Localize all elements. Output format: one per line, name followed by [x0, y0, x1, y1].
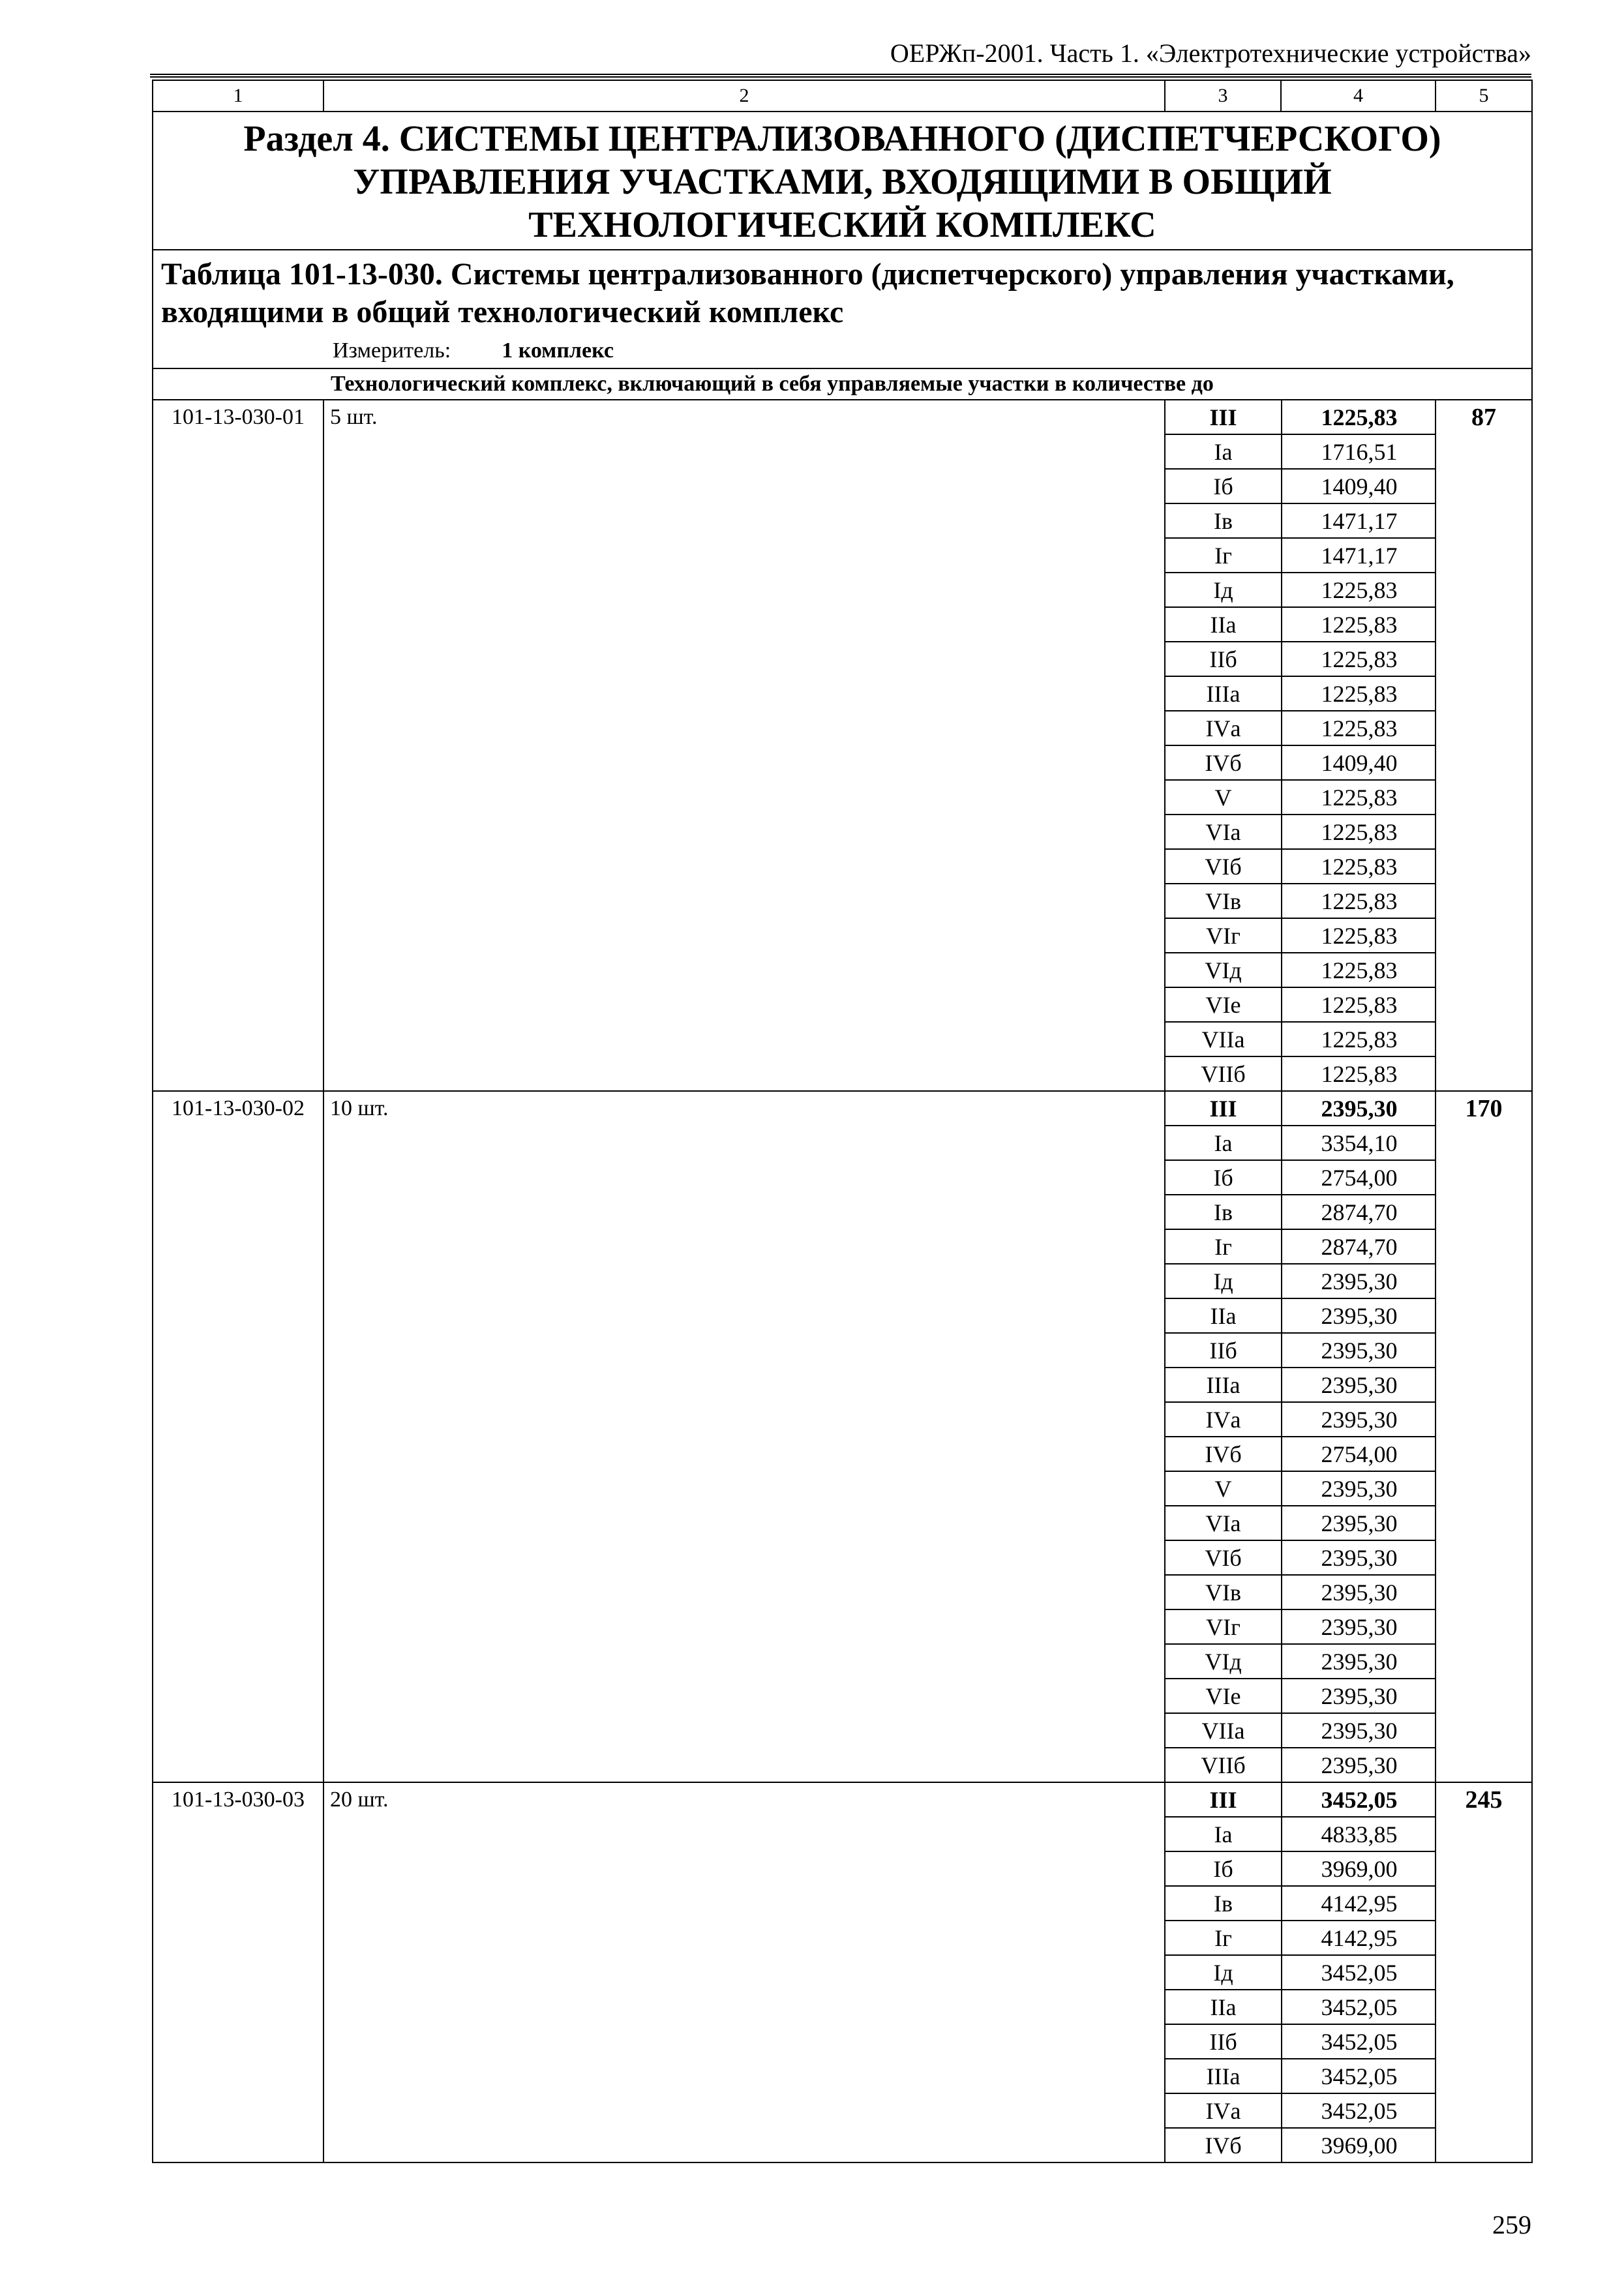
- item-name: 10 шт.: [323, 1091, 1165, 1782]
- list-item: [1165, 884, 1436, 918]
- zone-label: VIг: [1165, 1609, 1282, 1644]
- zone-label: VIIа: [1165, 1022, 1282, 1056]
- zone-label: IIб: [1165, 1333, 1282, 1368]
- zone-price-list: [1165, 1783, 1436, 2162]
- price-value: 1225,83: [1282, 573, 1436, 607]
- zone-price-cell: [1165, 1091, 1436, 1782]
- price-value: 1225,83: [1282, 400, 1436, 434]
- zone-label: VIе: [1165, 1679, 1282, 1713]
- price-value: 2395,30: [1282, 1644, 1436, 1679]
- zone-label: Iа: [1165, 1817, 1282, 1851]
- column-number-4: 4: [1281, 80, 1436, 112]
- list-item: [1165, 987, 1436, 1022]
- column-number-5: 5: [1436, 80, 1532, 112]
- header-rule: [150, 74, 1531, 78]
- price-value: 3969,00: [1321, 2132, 1398, 2159]
- zone-label: VIIа: [1165, 1713, 1282, 1748]
- labor-value: 87: [1436, 400, 1532, 1091]
- zone-label: VIа: [1165, 815, 1282, 849]
- list-item: [1165, 1679, 1436, 1713]
- zone-label: VIа: [1165, 1506, 1282, 1540]
- zone-label: III: [1165, 1092, 1282, 1126]
- zone-label: III: [1165, 400, 1282, 434]
- item-name: 5 шт.: [323, 400, 1165, 1091]
- item-code: 101-13-030-02: [153, 1091, 323, 1782]
- zone-label: IIа: [1165, 1298, 1282, 1333]
- price-value: 1225,83: [1282, 849, 1436, 884]
- price-value: 1409,40: [1282, 745, 1436, 780]
- table-title: Таблица 101-13-030. Системы централизованного (диспетчерского) управления участками, входящими в общий технологический комплекс: [161, 257, 1454, 329]
- price-value: 3452,05: [1282, 2093, 1436, 2128]
- list-item: [1165, 1575, 1436, 1609]
- list-item: [1165, 607, 1436, 642]
- price-value: 1225,83: [1282, 642, 1436, 676]
- zone-label: VIIб: [1165, 1748, 1282, 1782]
- list-item: [1165, 1955, 1436, 1990]
- list-item: [1165, 1160, 1436, 1195]
- column-number-1: 1: [153, 80, 323, 112]
- zone-label: VIе: [1165, 987, 1282, 1022]
- page-number: 259: [1492, 2210, 1531, 2239]
- list-item: [1165, 1264, 1436, 1298]
- price-table: [152, 80, 1533, 2163]
- list-item: [1165, 1402, 1436, 1437]
- list-item: [1165, 1092, 1436, 1126]
- column-number-3: 3: [1165, 80, 1281, 112]
- zone-label: VIв: [1165, 884, 1282, 918]
- zone-label: IVа: [1165, 2093, 1282, 2128]
- table-title-cell: [153, 250, 1532, 368]
- measure-label: Измеритель:: [333, 338, 451, 363]
- running-header: ОЕРЖп-2001. Часть 1. «Электротехнические устройства»: [890, 38, 1531, 68]
- list-item: [1165, 2093, 1436, 2128]
- price-value: 2395,30: [1282, 1264, 1436, 1298]
- list-item: [1165, 1783, 1436, 1817]
- price-value: 2395,30: [1282, 1298, 1436, 1333]
- zone-label: V: [1165, 780, 1282, 815]
- price-value: 2395,30: [1282, 1575, 1436, 1609]
- list-item: [1165, 1298, 1436, 1333]
- price-value: 1225,83: [1282, 1022, 1436, 1056]
- price-value: 1225,83: [1282, 884, 1436, 918]
- price-value: 1225,83: [1282, 918, 1436, 953]
- price-value: 1225,83: [1282, 815, 1436, 849]
- list-item: [1165, 1471, 1436, 1506]
- labor-value: 170: [1436, 1091, 1532, 1782]
- list-item: [1165, 953, 1436, 987]
- list-item: [1165, 918, 1436, 953]
- price-value: 3452,05: [1282, 2059, 1436, 2093]
- measure-unit: 1 комплекс: [502, 338, 614, 363]
- price-value: 2395,30: [1282, 1333, 1436, 1368]
- price-value: 2395,30: [1282, 1679, 1436, 1713]
- list-item: [1165, 745, 1436, 780]
- list-item: [1165, 1229, 1436, 1264]
- price-value: 3452,05: [1282, 1990, 1436, 2024]
- price-value: 2395,30: [1282, 1609, 1436, 1644]
- price-value: 1225,83: [1282, 607, 1436, 642]
- column-number-2: 2: [323, 80, 1165, 112]
- item-code: 101-13-030-03: [153, 1782, 323, 2162]
- list-item: [1165, 711, 1436, 745]
- list-item: [1165, 1437, 1436, 1471]
- zone-label: Iд: [1165, 1264, 1282, 1298]
- price-value: 1225,83: [1282, 987, 1436, 1022]
- price-value: 4833,85: [1282, 1817, 1436, 1851]
- group-header: Технологический комплекс, включающий в себя управляемые участки в количестве до: [323, 368, 1532, 400]
- price-value: 2395,30: [1282, 1506, 1436, 1540]
- item-name: 20 шт.: [323, 1782, 1165, 2162]
- zone-label: Iа: [1165, 434, 1282, 469]
- section-title: Раздел 4. СИСТЕМЫ ЦЕНТРАЛИЗОВАННОГО (ДИСПЕТЧЕРСКОГО) УПРАВЛЕНИЯ УЧАСТКАМИ, ВХОДЯЩИМИ В ОБЩИЙ ТЕХНОЛОГИЧЕСКИЙ КОМПЛЕКС: [153, 112, 1532, 250]
- price-value: 2395,30: [1282, 1368, 1436, 1402]
- zone-price-list: [1165, 1092, 1436, 1782]
- price-value: 1225,83: [1282, 711, 1436, 745]
- list-item: [1165, 1333, 1436, 1368]
- zone-label: IVб: [1165, 745, 1282, 780]
- list-item: [1165, 1540, 1436, 1575]
- list-item: [1165, 1644, 1436, 1679]
- list-item: [1165, 1886, 1436, 1921]
- zone-label: IIIа: [1165, 2059, 1282, 2093]
- list-item: [1165, 2059, 1436, 2093]
- price-value: 2395,30: [1321, 1752, 1398, 1778]
- list-item: [1165, 815, 1436, 849]
- zone-label: VIд: [1165, 953, 1282, 987]
- zone-label: VIб: [1165, 849, 1282, 884]
- zone-label: V: [1165, 1471, 1282, 1506]
- price-value: 2754,00: [1282, 1437, 1436, 1471]
- list-item: [1165, 1851, 1436, 1886]
- zone-label: IIIа: [1165, 676, 1282, 711]
- list-item: [1165, 1056, 1436, 1090]
- price-value: 1225,83: [1282, 780, 1436, 815]
- price-value: 1225,83: [1321, 1060, 1398, 1087]
- measure-line: [333, 337, 1524, 365]
- price-value: 2754,00: [1282, 1160, 1436, 1195]
- list-item: [1165, 1609, 1436, 1644]
- list-item: [1165, 1126, 1436, 1160]
- zone-label: IVа: [1165, 1402, 1282, 1437]
- list-item: [1165, 434, 1436, 469]
- zone-label: Iб: [1165, 1851, 1282, 1886]
- zone-label: IVб: [1165, 2128, 1282, 2162]
- price-value: 3452,05: [1282, 2024, 1436, 2059]
- zone-label: VIв: [1165, 1575, 1282, 1609]
- zone-label: Iг: [1165, 1229, 1282, 1264]
- zone-label: IIIа: [1165, 1368, 1282, 1402]
- price-value: 3354,10: [1282, 1126, 1436, 1160]
- table-body: [153, 80, 1532, 2162]
- item-code: 101-13-030-01: [153, 400, 323, 1091]
- section-title-row: [153, 112, 1532, 250]
- price-value: 2395,30: [1282, 1402, 1436, 1437]
- price-value: 4142,95: [1282, 1921, 1436, 1955]
- list-item: [1165, 1921, 1436, 1955]
- list-item: [1165, 538, 1436, 573]
- zone-label: VIд: [1165, 1644, 1282, 1679]
- list-item: [1165, 469, 1436, 503]
- zone-price-cell: [1165, 1782, 1436, 2162]
- price-value: 1409,40: [1282, 469, 1436, 503]
- price-value: 2395,30: [1282, 1540, 1436, 1575]
- zone-price-cell: [1165, 400, 1436, 1091]
- zone-label: Iд: [1165, 1955, 1282, 1990]
- zone-price-list: [1165, 400, 1436, 1090]
- list-item: [1165, 1368, 1436, 1402]
- list-item: [1165, 2128, 1436, 2162]
- price-value: 3452,05: [1282, 1783, 1436, 1817]
- price-value: 3452,05: [1282, 1955, 1436, 1990]
- zone-label: VIб: [1165, 1540, 1282, 1575]
- list-item: [1165, 1748, 1436, 1782]
- labor-value: 245: [1436, 1782, 1532, 2162]
- zone-label: VIIб: [1165, 1056, 1282, 1090]
- zone-label: Iа: [1165, 1126, 1282, 1160]
- list-item: [1165, 1990, 1436, 2024]
- list-item: [1165, 400, 1436, 434]
- zone-label: Iг: [1165, 1921, 1282, 1955]
- list-item: [1165, 1022, 1436, 1056]
- price-value: 1225,83: [1282, 676, 1436, 711]
- table-row: [153, 1782, 1532, 2162]
- column-number-row: [153, 80, 1532, 112]
- list-item: [1165, 573, 1436, 607]
- list-item: [1165, 849, 1436, 884]
- price-value: 1225,83: [1282, 953, 1436, 987]
- zone-label: Iг: [1165, 538, 1282, 573]
- table-row: [153, 400, 1532, 1091]
- price-value: 1471,17: [1282, 503, 1436, 538]
- price-value: 2395,30: [1282, 1471, 1436, 1506]
- zone-label: Iв: [1165, 1886, 1282, 1921]
- zone-label: III: [1165, 1783, 1282, 1817]
- zone-label: Iб: [1165, 1160, 1282, 1195]
- zone-label: VIг: [1165, 918, 1282, 953]
- zone-label: IIб: [1165, 2024, 1282, 2059]
- price-value: 2874,70: [1282, 1195, 1436, 1229]
- zone-label: IVб: [1165, 1437, 1282, 1471]
- group-header-row: [153, 368, 1532, 400]
- price-value: 3969,00: [1282, 1851, 1436, 1886]
- price-value: 2874,70: [1282, 1229, 1436, 1264]
- price-value: 2395,30: [1282, 1092, 1436, 1126]
- price-value: 1471,17: [1282, 538, 1436, 573]
- zone-label: IIа: [1165, 1990, 1282, 2024]
- zone-label: Iд: [1165, 573, 1282, 607]
- zone-label: Iв: [1165, 1195, 1282, 1229]
- group-header-spacer: [153, 368, 323, 400]
- list-item: [1165, 503, 1436, 538]
- price-value: 4142,95: [1282, 1886, 1436, 1921]
- list-item: [1165, 2024, 1436, 2059]
- zone-label: IVа: [1165, 711, 1282, 745]
- zone-label: Iб: [1165, 469, 1282, 503]
- zone-label: Iв: [1165, 503, 1282, 538]
- list-item: [1165, 1713, 1436, 1748]
- price-value: 2395,30: [1282, 1713, 1436, 1748]
- zone-label: IIб: [1165, 642, 1282, 676]
- list-item: [1165, 1817, 1436, 1851]
- list-item: [1165, 676, 1436, 711]
- table-row: [153, 1091, 1532, 1782]
- list-item: [1165, 642, 1436, 676]
- list-item: [1165, 780, 1436, 815]
- list-item: [1165, 1506, 1436, 1540]
- list-item: [1165, 1195, 1436, 1229]
- table-title-row: [153, 250, 1532, 368]
- price-value: 1716,51: [1282, 434, 1436, 469]
- zone-label: IIа: [1165, 607, 1282, 642]
